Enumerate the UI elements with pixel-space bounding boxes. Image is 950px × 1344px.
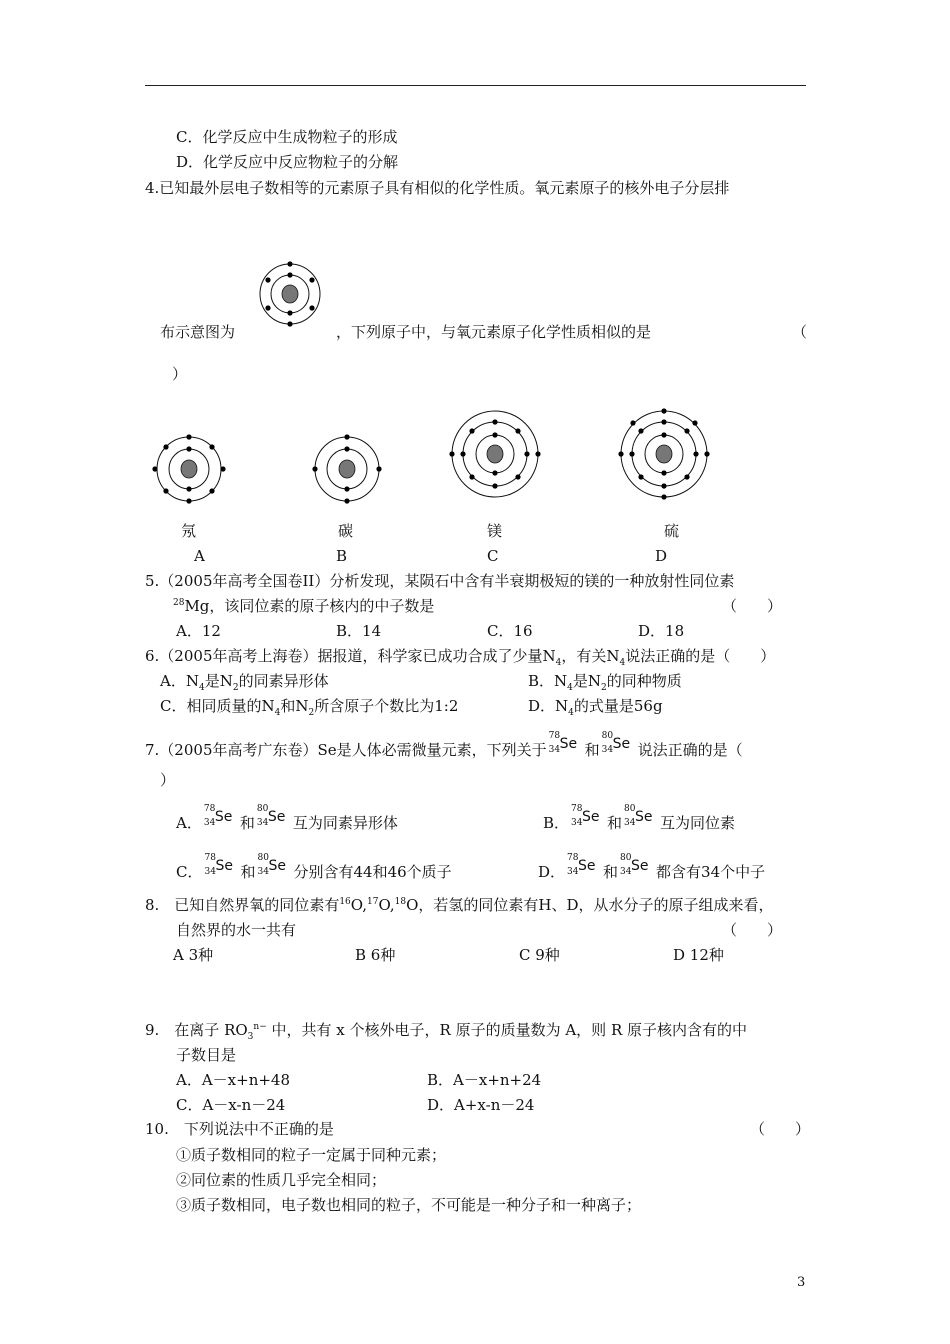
q5-stem-line1: 5.（2005年高考全国卷II）分析发现，某陨石中含有半衰期极短的镁的一种放射性同位素 [145, 572, 735, 590]
q8-stem-line1: 8. 已知自然界氧的同位素有$^{16}$O,$^{17}$O,$^{18}$O，若氢的同位素有H、D，从水分子的原子组成来看， [145, 896, 774, 914]
magnesium-label: 镁 [487, 522, 503, 540]
q4-stem-line2b: ，下列原子中，与氧元素原子化学性质相似的是 [336, 323, 652, 341]
q9-stem-line1: 9. 在离子 $RO_3^{n-}$ 中，共有 x 个核外电子，R 原子的质量数为 A，则 R 原子核内含有的中 [145, 1021, 748, 1042]
q8-option-b: B 6种 [355, 946, 396, 964]
page-number: 3 [797, 1275, 806, 1290]
q4-paren-open: （ [792, 323, 808, 341]
q6-option-c: C．相同质量的$N_4$和$N_2$所含原子个数比为1:2 [160, 697, 459, 718]
q8-paren: （ ） [722, 921, 783, 939]
option-letter-a: A [194, 547, 205, 565]
oxygen-atom-diagram [255, 258, 325, 330]
neon-atom-diagram [150, 431, 228, 507]
q4-paren-close: ） [172, 365, 188, 383]
mg-mass-number: 28 [173, 598, 185, 608]
q5-stem-line2: $^{28}$Mg，该同位素的原子核内的中子数是 [173, 597, 435, 615]
q8-option-d: D 12种 [673, 946, 724, 964]
se80-isotope: 80 34 Se [601, 731, 631, 755]
q5-option-b: B．14 [336, 622, 382, 640]
q6-stem: 6.（2005年高考上海卷）据报道，科学家已成功合成了少量$N_4$，有关$N_4$说法正确的是（ ） [145, 647, 776, 668]
sulfur-atom-diagram [617, 407, 711, 501]
q10-paren: （ ） [750, 1120, 811, 1138]
q6-option-d: D．$N_4$的式量是56g [528, 697, 663, 718]
q9-stem-line2: 子数目是 [176, 1046, 237, 1064]
q5-option-c: C．16 [487, 622, 533, 640]
q7-paren-close: ） [160, 771, 176, 789]
header-rule [145, 85, 806, 86]
q5-paren: （ ） [722, 597, 783, 615]
q8-option-a: A 3种 [173, 946, 214, 964]
magnesium-atom-diagram [448, 407, 542, 501]
q9-option-b: B．A－x+n+24 [427, 1071, 542, 1089]
q7-stem: 7.（2005年高考广东卷）Se是人体必需微量元素，下列关于 78 34 Se 和 80 34 Se 说法正确的是（ [145, 731, 743, 759]
q4-stem-line1: 4.已知最外层电子数相等的元素原子具有相似的化学性质。氧元素原子的核外电子分层排 [145, 179, 730, 197]
q5-option-d: D．18 [638, 622, 685, 640]
q3-option-c: C．化学反应中生成物粒子的形成 [176, 128, 398, 146]
q10-statement-1: ①质子数相同的粒子一定属于同种元素； [176, 1146, 447, 1164]
carbon-atom-diagram [309, 431, 385, 507]
q10-statement-2: ②同位素的性质几乎完全相同； [176, 1171, 387, 1189]
q4-stem-line2a: 布示意图为 [160, 323, 236, 341]
q9-option-c: C．A－x-n－24 [176, 1096, 286, 1114]
neon-label: 氖 [181, 522, 197, 540]
q3-option-d: D．化学反应中反应物粒子的分解 [176, 153, 399, 171]
q8-stem-line2: 自然界的水一共有 [176, 921, 297, 939]
q10-stem: 10. 下列说法中不正确的是 [145, 1120, 334, 1138]
option-letter-d: D [655, 547, 668, 565]
option-letter-c: C [487, 547, 499, 565]
option-letter-b: B [336, 547, 348, 565]
q7-option-b: B． 78 34 Se 和 80 34 Se 互为同位素 [543, 804, 736, 832]
q7-option-d: D． 78 34 Se 和 80 34 Se 都含有34个中子 [538, 853, 766, 881]
q6-option-b: B．$N_4$是$N_2$的同种物质 [528, 672, 682, 693]
se78-isotope: 78 34 Se [548, 731, 578, 755]
q7-option-c: C． 78 34 Se 和 80 34 Se 分别含有44和46个质子 [176, 853, 452, 881]
q9-option-a: A．A－x+n+48 [176, 1071, 291, 1089]
carbon-label: 碳 [338, 522, 354, 540]
sulfur-label: 硫 [664, 522, 680, 540]
q8-option-c: C 9种 [519, 946, 560, 964]
q9-option-d: D．A+x-n－24 [427, 1096, 535, 1114]
q7-option-a: A． 78 34 Se 和 80 34 Se 互为同素异形体 [176, 804, 398, 832]
q5-option-a: A．12 [176, 622, 221, 640]
q10-statement-3: ③质子数相同，电子数也相同的粒子，不可能是一种分子和一种离子； [176, 1196, 642, 1214]
q6-option-a: A．$N_4$是$N_2$的同素异形体 [160, 672, 329, 693]
